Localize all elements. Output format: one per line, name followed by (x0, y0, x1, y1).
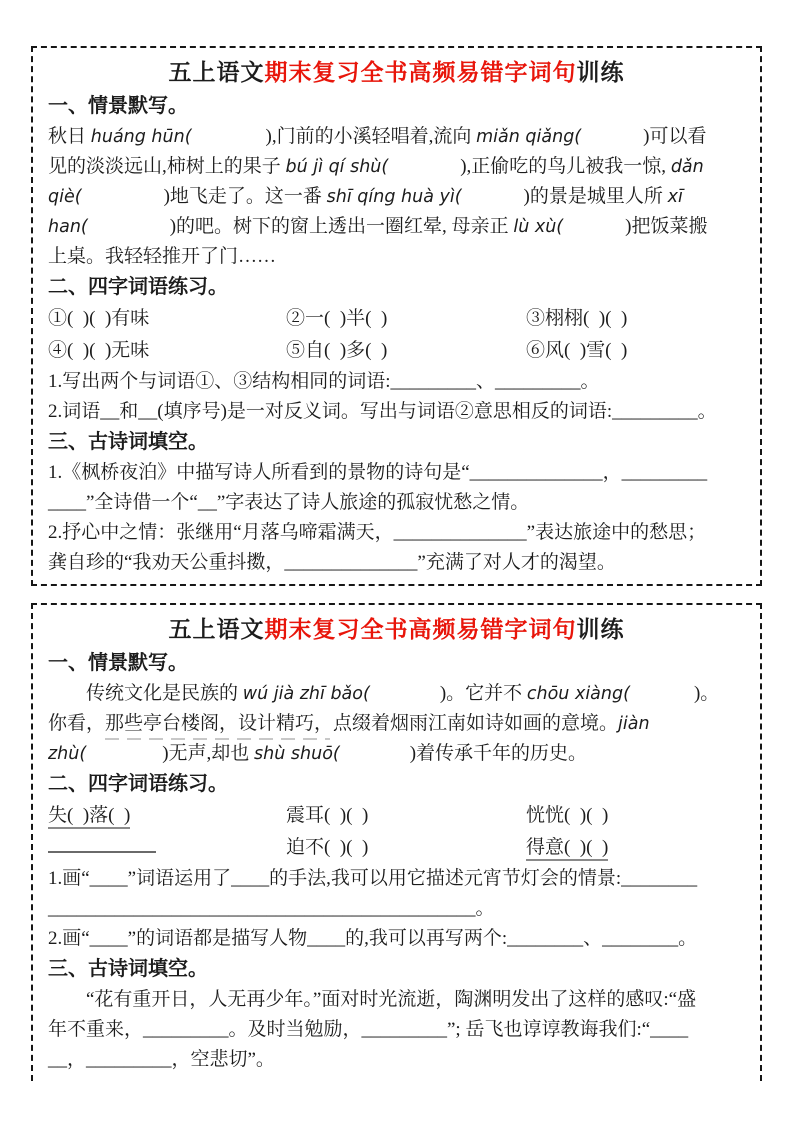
worksheet-title (48, 612, 745, 648)
cn-text: )着传承千年的历史。 (409, 743, 588, 764)
cn-text: 传统文化是民族的 (48, 683, 243, 704)
word-item: ②一( )半( ) (286, 308, 388, 329)
text-line (48, 488, 745, 518)
pinyin-text: han( (48, 217, 88, 237)
scan-smudge-artifact (105, 738, 330, 740)
title-highlight: 期末复习全书高频易错字词句 (264, 617, 577, 642)
underlined-word-item: 得意( )( ) (526, 837, 608, 861)
cn-text: 五上语文 (168, 617, 265, 642)
word-item: ⑥风( )雪( ) (526, 340, 628, 361)
fill-in-blank-gap (563, 231, 625, 232)
cn-text: 二、四字词语练习。 (48, 276, 228, 298)
word-item: 恍恍( )( ) (526, 805, 609, 826)
text-line (48, 864, 745, 894)
word-grid-cell (526, 800, 745, 832)
title-highlight: 期末复习全书高频易错字词句 (264, 60, 577, 85)
text-line (48, 242, 745, 272)
text-line (48, 924, 745, 954)
cn-text: 上桌。我轻轻推开了门…… (48, 246, 277, 267)
fill-in-blank-gap (630, 698, 694, 699)
pinyin-text: lù xù( (513, 217, 564, 237)
cn-text: 训练 (576, 617, 625, 642)
cn-text: 一、情景默写。 (48, 652, 188, 674)
cn-text: __，_________，空悲切”。 (48, 1049, 275, 1070)
text-line (48, 985, 745, 1015)
worksheet-box-2 (31, 603, 762, 1081)
pinyin-text: qiè( (48, 187, 82, 207)
word-grid-cell (526, 303, 745, 335)
cn-text: )的景是城里人所 (523, 186, 668, 207)
fill-in-blank-gap (388, 171, 460, 172)
text-line (48, 397, 745, 427)
pinyin-text: miǎn qiǎng( (476, 127, 582, 147)
text-line (48, 739, 745, 769)
pinyin-text: huáng hūn( (90, 127, 192, 147)
pinyin-text: jiàn (618, 714, 650, 734)
cn-text: 1.写出两个与词语①、③结构相同的词语:_________、_________。 (48, 371, 600, 392)
word-grid-cell (48, 335, 286, 367)
section-heading (48, 427, 745, 458)
cn-text: “花有重开日，人无再少年。”面对时光流逝，陶渊明发出了这样的感叹:“盛 (48, 989, 697, 1010)
fill-in-blank-gap (462, 201, 524, 202)
fill-in-blank-gap (86, 758, 162, 759)
cn-text: 2.词语__和__(填序号)是一对反义词。写出与词语②意思相反的词语:_________。 (48, 401, 717, 422)
cn-text: 2.画“____”的词语都是描写人物____的,我可以再写两个:________、________。 (48, 928, 698, 949)
text-line (48, 1015, 745, 1045)
word-grid-row (48, 303, 745, 335)
word-item: 震耳( )( ) (286, 805, 369, 826)
fill-in-blank-gap (82, 201, 164, 202)
text-line (48, 1045, 745, 1075)
word-item: ③栩栩( )( ) (526, 308, 628, 329)
pinyin-text: shī qíng huà yì( (326, 187, 462, 207)
cn-text: )把饭菜搬 (625, 216, 708, 237)
word-item: ①( )( )有味 (48, 308, 150, 329)
cn-text: 1.画“____”词语运用了____的手法,我可以用它描述元宵节灯会的情景:________ (48, 868, 698, 889)
cn-text: 训练 (576, 60, 625, 85)
cn-text: )可以看 (643, 126, 707, 147)
cn-text: ),正偷吃的鸟儿被我一惊, (460, 156, 671, 177)
cn-text: )无声,却也 (162, 743, 255, 764)
text-line (48, 518, 745, 548)
word-grid-cell (48, 303, 286, 335)
text-line (48, 709, 745, 739)
fill-in-blank-gap (192, 141, 266, 142)
cn-text: 1.《枫桥夜泊》中描写诗人所看到的景物的诗句是“______________，_________ (48, 462, 708, 483)
section-heading (48, 272, 745, 303)
text-line (48, 679, 745, 709)
word-grid-cell (48, 832, 286, 864)
section-heading (48, 91, 745, 122)
answer-blank-line (48, 833, 156, 853)
pinyin-text: shù shuō( (254, 744, 340, 764)
text-line (48, 367, 745, 397)
text-line (48, 548, 745, 578)
pinyin-text: zhù( (48, 744, 87, 764)
cn-text: 见的淡淡远山,柿树上的果子 (48, 156, 286, 177)
worksheet-box-1 (31, 46, 762, 586)
pinyin-text: xī (667, 187, 683, 207)
worksheet-title (48, 55, 745, 91)
word-item: ④( )( )无味 (48, 340, 150, 361)
cn-text: 年不重来，_________。及时当勉励，_________”; 岳飞也谆谆教诲我们:“____ (48, 1019, 689, 1040)
cn-text: )的吧。树下的窗上透出一圈红晕, 母亲正 (169, 216, 514, 237)
cn-text: 三、古诗词填空。 (48, 958, 208, 980)
cn-text: _____________________________________________。 (48, 898, 495, 919)
fill-in-blank-gap (370, 698, 440, 699)
text-line (48, 122, 745, 152)
cn-text: 五上语文 (168, 60, 265, 85)
word-grid-cell (526, 335, 745, 367)
text-line (48, 458, 745, 488)
cn-text: )。 (693, 683, 720, 704)
cn-text: 秋日 (48, 126, 91, 147)
cn-text: 2.抒心中之情：张继用“月落乌啼霜满天，______________”表达旅途中的愁思； (48, 522, 707, 543)
section-heading (48, 648, 745, 679)
cn-text: 龚自珍的“我劝天公重抖擞，______________”充满了对人才的渴望。 (48, 552, 616, 573)
word-grid-cell (286, 303, 526, 335)
word-grid-cell (286, 832, 526, 864)
text-line (48, 212, 745, 242)
underlined-word-item: 失( )落( ) (48, 805, 130, 829)
word-grid-cell (526, 832, 745, 864)
word-grid-cell (48, 800, 286, 832)
text-line (48, 894, 745, 924)
cn-text: )地飞走了。这一番 (163, 186, 327, 207)
cn-text: 你看，那些亭台楼阁，设计精巧，点缀着烟雨江南如诗如画的意境。 (48, 713, 619, 734)
pinyin-text: chōu xiàng( (526, 684, 630, 704)
text-line (48, 182, 745, 212)
fill-in-blank-gap (581, 141, 643, 142)
word-item: ⑤自( )多( ) (286, 340, 388, 361)
word-grid-row (48, 800, 745, 832)
cn-text: 一、情景默写。 (48, 95, 188, 117)
word-item: 迫不( )( ) (286, 837, 369, 858)
pinyin-text: dǎn (670, 157, 704, 177)
cn-text: ____”全诗借一个“__”字表达了诗人旅途的孤寂忧愁之情。 (48, 492, 530, 513)
pinyin-text: bú jì qí shù( (285, 157, 389, 177)
word-grid-row (48, 832, 745, 864)
cn-text: 二、四字词语练习。 (48, 773, 228, 795)
fill-in-blank-gap (340, 758, 410, 759)
word-grid-row (48, 335, 745, 367)
pinyin-text: wú jià zhī bǎo( (242, 684, 370, 704)
text-line (48, 152, 745, 182)
word-grid-cell (286, 800, 526, 832)
section-heading (48, 769, 745, 800)
cn-text: 三、古诗词填空。 (48, 431, 208, 453)
fill-in-blank-gap (88, 231, 170, 232)
word-grid-cell (286, 335, 526, 367)
cn-text: ),门前的小溪轻唱着,流向 (265, 126, 477, 147)
cn-text: )。它并不 (439, 683, 527, 704)
section-heading (48, 954, 745, 985)
